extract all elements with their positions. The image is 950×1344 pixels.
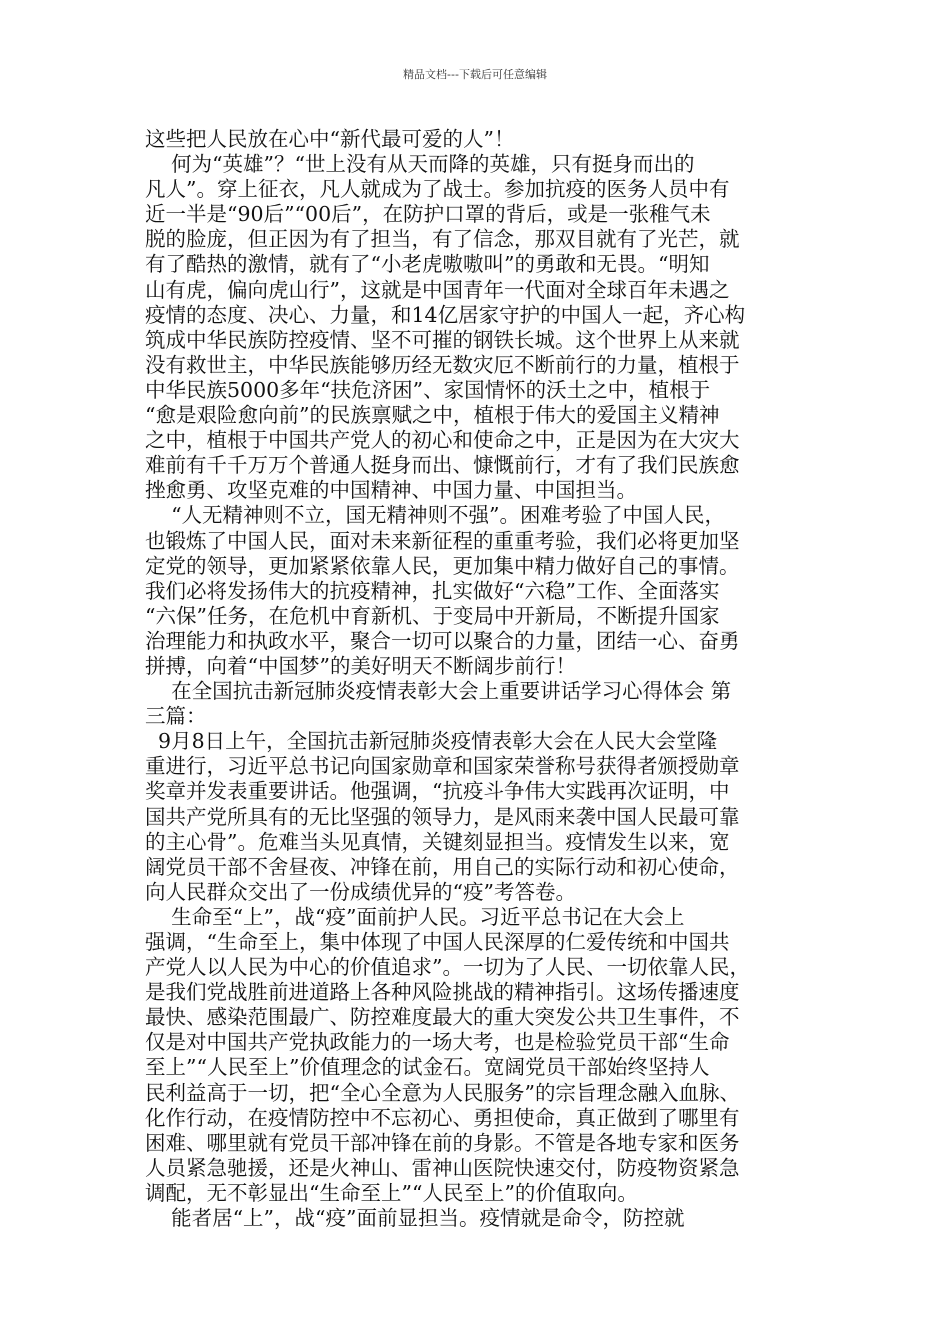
text-line: 近一半是“90后”“00后”，在防护口罩的背后，或是一张稚气未	[145, 202, 711, 227]
text-line: 人员紧急驰援，还是火神山、雷神山医院快速交付，防疫物资紧急	[145, 1155, 740, 1180]
text-line: 筑成中华民族防控疫情、坚不可摧的钢铁长城。这个世界上从来就	[145, 327, 740, 352]
document-body	[145, 127, 815, 1231]
text-line: 何为“英雄”？“世上没有从天而降的英雄，只有挺身而出的	[145, 152, 695, 177]
text-line: “愈是艰险愈向前”的民族禀赋之中，植根于伟大的爱国主义精神	[145, 403, 720, 428]
text-line: 重进行，习近平总书记向国家勋章和国家荣誉称号获得者颁授勋章	[145, 754, 740, 779]
text-line: “六保”任务，在危机中育新机、于变局中开新局，不断提升国家	[145, 603, 720, 628]
text-line: 也锻炼了中国人民，面对未来新征程的重重考验，我们必将更加坚	[145, 528, 740, 553]
text-line: 在全国抗击新冠肺炎疫情表彰大会上重要讲话学习心得体会 第	[145, 679, 732, 704]
text-line: 向人民群众交出了一份成绩优异的“疫”考答卷。	[145, 879, 576, 904]
text-line: 有了酷热的激情，就有了“小老虎嗷嗷叫”的勇敢和无畏。“明知	[145, 252, 710, 277]
text-line: 阔党员干部不舍昼夜、冲锋在前，用自己的实际行动和初心使命，	[145, 854, 740, 879]
text-line: 是我们党战胜前进道路上各种风险挑战的精神指引。这场传播速度	[145, 980, 740, 1005]
text-line: 化作行动，在疫情防控中不忘初心、勇担使命，真正做到了哪里有	[145, 1105, 740, 1130]
text-line: 产党人以人民为中心的价值追求”。一切为了人民、一切依靠人民，	[145, 955, 750, 980]
text-line: 我们必将发扬伟大的抗疫精神，扎实做好“六稳”工作、全面落实	[145, 578, 720, 603]
text-line: 调配，无不彰显出“生命至上”“人民至上”的价值取向。	[145, 1180, 638, 1205]
page-header: 精品文档---下载后可任意编辑	[403, 68, 547, 81]
text-line: “人无精神则不立，国无精神则不强”。困难考验了中国人民，	[145, 503, 726, 528]
text-line: 定党的领导，更加紧紧依靠人民，更加集中精力做好自己的事情。	[145, 553, 740, 578]
text-line: 中华民族5000多年“扶危济困”、家国情怀的沃土之中，植根于	[145, 377, 711, 402]
text-line: 生命至“上”，战“疫”面前护人民。习近平总书记在大会上	[145, 904, 685, 929]
text-line: 山有虎，偏向虎山行”，这就是中国青年一代面对全球百年未遇之	[145, 277, 730, 302]
text-line: 困难、哪里就有党员干部冲锋在前的身影。不管是各地专家和医务	[145, 1130, 740, 1155]
text-line: 能者居“上”，战“疫”面前显担当。疫情就是命令，防控就	[145, 1206, 685, 1231]
text-line: 疫情的态度、决心、力量，和14亿居家守护的中国人一起，齐心构	[145, 302, 746, 327]
text-line: 拼搏，向着“中国梦”的美好明天不断阔步前行！	[145, 653, 576, 678]
text-line: 9月8日上午，全国抗击新冠肺炎疫情表彰大会在人民大会堂隆	[145, 729, 718, 754]
text-line: 难前有千千万万个普通人挺身而出、慷慨前行，才有了我们民族愈	[145, 453, 740, 478]
text-line: 的主心骨”。危难当头见真情，关键刻显担当。疫情发生以来，宽	[145, 829, 730, 854]
text-line: 脱的脸庞，但正因为有了担当，有了信念，那双目就有了光芒，就	[145, 227, 740, 252]
text-line: 之中，植根于中国共产党人的初心和使命之中，正是因为在大灾大	[145, 428, 740, 453]
text-line: 没有救世主，中华民族能够历经无数灾厄不断前行的力量，植根于	[145, 352, 740, 377]
text-line: 挫愈勇、攻坚克难的中国精神、中国力量、中国担当。	[145, 478, 637, 503]
text-line: 最快、感染范围最广、防控难度最大的重大突发公共卫生事件，不	[145, 1005, 740, 1030]
text-line: 三篇：	[145, 704, 207, 729]
text-line: 国共产党所具有的无比坚强的领导力，是风雨来袭中国人民最可靠	[145, 804, 740, 829]
text-line: 仅是对中国共产党执政能力的一场大考，也是检验党员干部“生命	[145, 1030, 730, 1055]
text-line: 奖章并发表重要讲话。他强调，“抗疫斗争伟大实践再次证明，中	[145, 779, 730, 804]
text-line: 这些把人民放在心中“新代最可爱的人”！	[145, 127, 515, 151]
text-line: 凡人”。穿上征衣，凡人就成为了战士。参加抗疫的医务人员中有	[145, 177, 730, 202]
text-line: 民利益高于一切，把“全心全意为人民服务”的宗旨理念融入血脉、	[145, 1080, 740, 1105]
text-line: 强调，“生命至上，集中体现了中国人民深厚的仁爱传统和中国共	[145, 930, 730, 954]
text-line: 治理能力和执政水平，聚合一切可以聚合的力量，团结一心、奋勇	[145, 628, 740, 653]
text-line: 至上”“人民至上”价值理念的试金石。宽阔党员干部始终坚持人	[145, 1055, 710, 1080]
